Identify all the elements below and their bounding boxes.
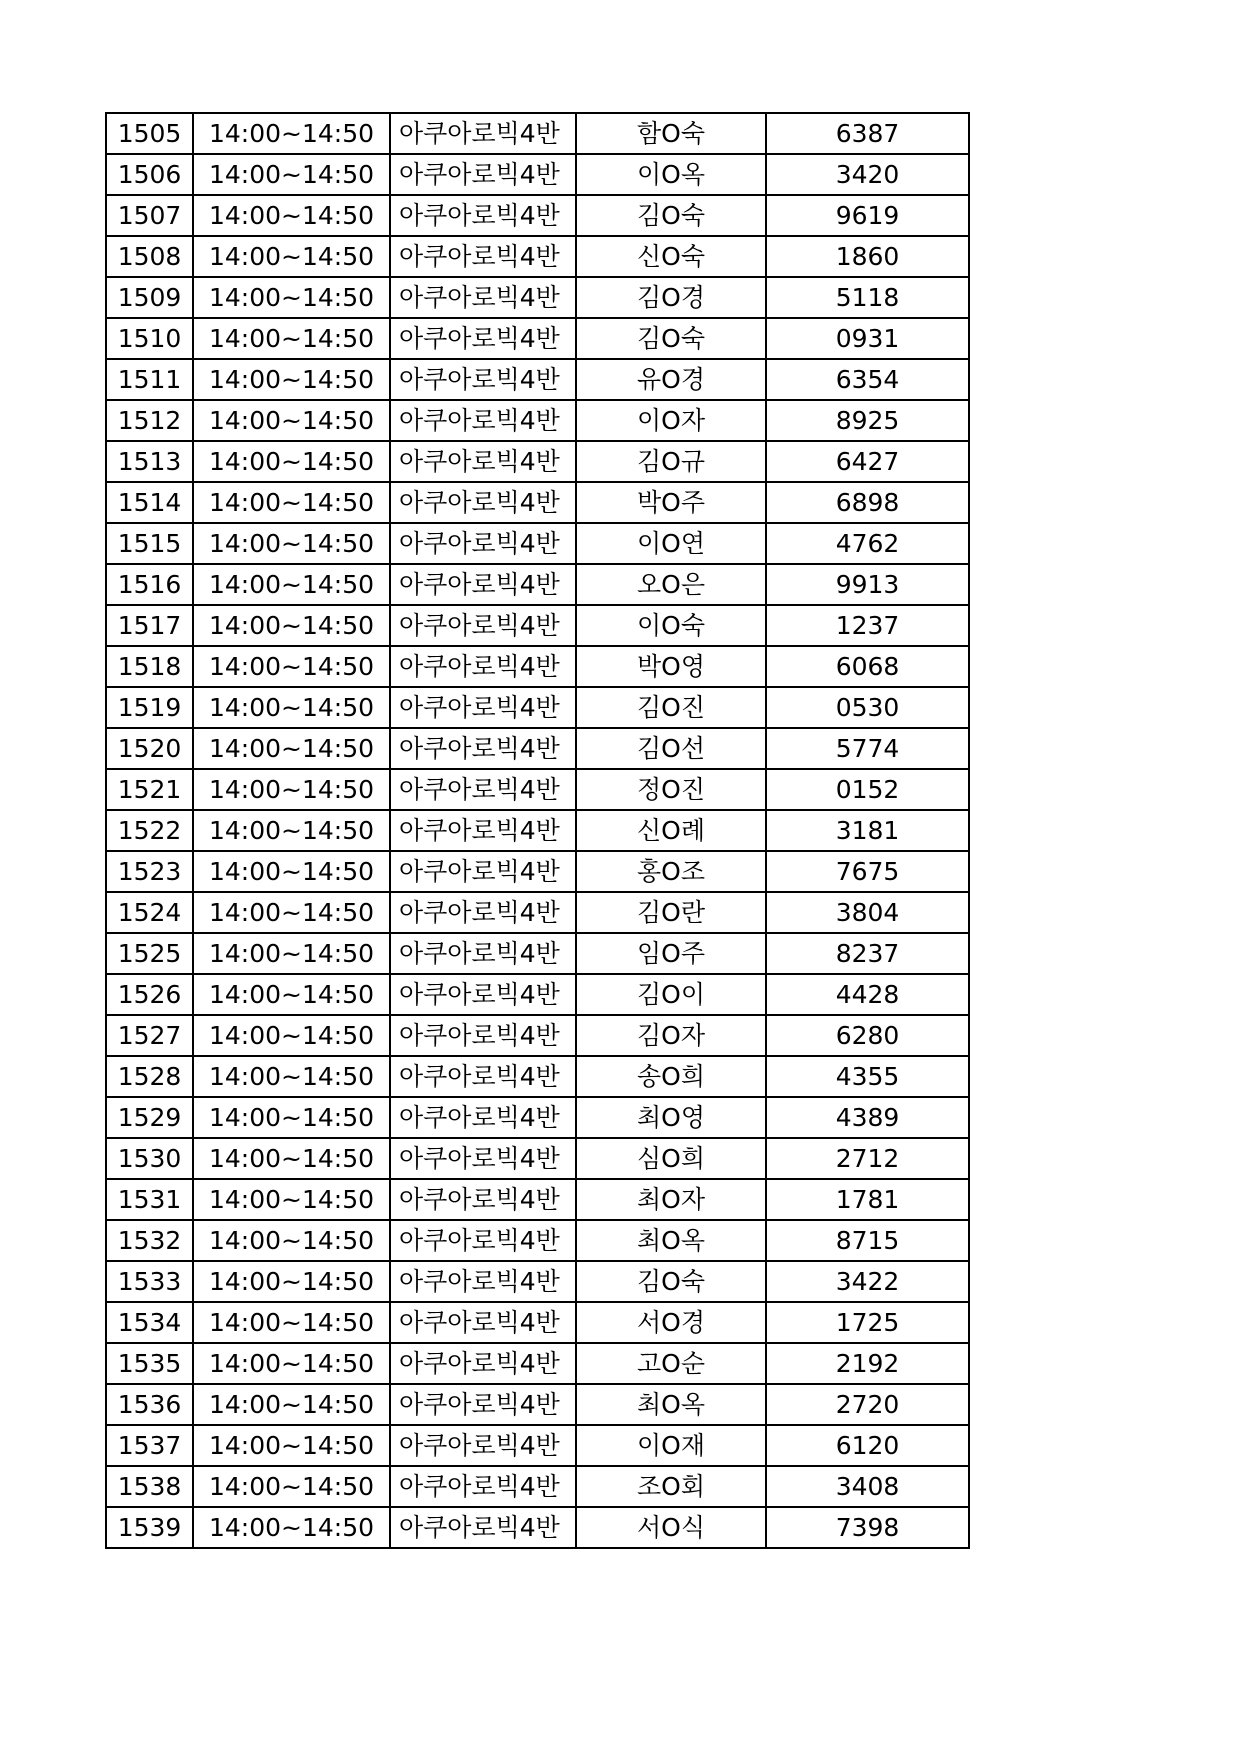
phone-suffix-cell: 3408 — [766, 1466, 969, 1507]
phone-suffix-cell: 1237 — [766, 605, 969, 646]
phone-suffix-cell: 6898 — [766, 482, 969, 523]
table-row — [106, 1384, 969, 1425]
phone-suffix-cell: 8925 — [766, 400, 969, 441]
class-name-cell: 아쿠아로빅4반 — [390, 974, 576, 1015]
phone-suffix-cell: 7675 — [766, 851, 969, 892]
class-time-cell: 14:00~14:50 — [193, 1056, 390, 1097]
member-name-cell: 서O식 — [576, 1507, 766, 1548]
member-name-cell: 조O회 — [576, 1466, 766, 1507]
class-name-cell: 아쿠아로빅4반 — [390, 1179, 576, 1220]
phone-suffix-cell: 4355 — [766, 1056, 969, 1097]
class-time-cell: 14:00~14:50 — [193, 236, 390, 277]
phone-suffix-cell: 1781 — [766, 1179, 969, 1220]
table-row — [106, 1261, 969, 1302]
class-time-cell: 14:00~14:50 — [193, 769, 390, 810]
registration-number-cell: 1538 — [106, 1466, 193, 1507]
table-row — [106, 195, 969, 236]
registration-number-cell: 1529 — [106, 1097, 193, 1138]
class-time-cell: 14:00~14:50 — [193, 892, 390, 933]
registration-number-cell: 1505 — [106, 113, 193, 154]
registration-number-cell: 1536 — [106, 1384, 193, 1425]
registration-number-cell: 1535 — [106, 1343, 193, 1384]
table-row — [106, 1343, 969, 1384]
class-time-cell: 14:00~14:50 — [193, 277, 390, 318]
member-name-cell: 김O경 — [576, 277, 766, 318]
class-time-cell: 14:00~14:50 — [193, 687, 390, 728]
member-name-cell: 임O주 — [576, 933, 766, 974]
member-name-cell: 최O옥 — [576, 1220, 766, 1261]
table-row — [106, 892, 969, 933]
class-name-cell: 아쿠아로빅4반 — [390, 277, 576, 318]
phone-suffix-cell: 5774 — [766, 728, 969, 769]
member-name-cell: 이O옥 — [576, 154, 766, 195]
table-row — [106, 851, 969, 892]
phone-suffix-cell: 2192 — [766, 1343, 969, 1384]
class-time-cell: 14:00~14:50 — [193, 195, 390, 236]
class-name-cell: 아쿠아로빅4반 — [390, 236, 576, 277]
registration-number-cell: 1526 — [106, 974, 193, 1015]
class-name-cell: 아쿠아로빅4반 — [390, 482, 576, 523]
class-time-cell: 14:00~14:50 — [193, 1138, 390, 1179]
class-time-cell: 14:00~14:50 — [193, 851, 390, 892]
member-name-cell: 홍O조 — [576, 851, 766, 892]
table-row — [106, 236, 969, 277]
member-name-cell: 김O숙 — [576, 1261, 766, 1302]
table-row — [106, 1302, 969, 1343]
member-name-cell: 이O재 — [576, 1425, 766, 1466]
class-time-cell: 14:00~14:50 — [193, 1384, 390, 1425]
class-name-cell: 아쿠아로빅4반 — [390, 605, 576, 646]
phone-suffix-cell: 8715 — [766, 1220, 969, 1261]
table-row — [106, 359, 969, 400]
class-name-cell: 아쿠아로빅4반 — [390, 728, 576, 769]
registration-number-cell: 1507 — [106, 195, 193, 236]
member-name-cell: 박O주 — [576, 482, 766, 523]
class-time-cell: 14:00~14:50 — [193, 605, 390, 646]
registration-number-cell: 1530 — [106, 1138, 193, 1179]
class-name-cell: 아쿠아로빅4반 — [390, 1384, 576, 1425]
member-name-cell: 김O숙 — [576, 318, 766, 359]
registration-table — [105, 112, 970, 1549]
phone-suffix-cell: 1725 — [766, 1302, 969, 1343]
member-name-cell: 이O연 — [576, 523, 766, 564]
phone-suffix-cell: 6068 — [766, 646, 969, 687]
class-name-cell: 아쿠아로빅4반 — [390, 1425, 576, 1466]
table-row — [106, 728, 969, 769]
phone-suffix-cell: 1860 — [766, 236, 969, 277]
class-time-cell: 14:00~14:50 — [193, 1097, 390, 1138]
phone-suffix-cell: 0931 — [766, 318, 969, 359]
class-time-cell: 14:00~14:50 — [193, 1220, 390, 1261]
class-name-cell: 아쿠아로빅4반 — [390, 359, 576, 400]
registration-number-cell: 1524 — [106, 892, 193, 933]
phone-suffix-cell: 3804 — [766, 892, 969, 933]
phone-suffix-cell: 6354 — [766, 359, 969, 400]
table-row — [106, 113, 969, 154]
class-name-cell: 아쿠아로빅4반 — [390, 1220, 576, 1261]
class-name-cell: 아쿠아로빅4반 — [390, 1261, 576, 1302]
class-name-cell: 아쿠아로빅4반 — [390, 1302, 576, 1343]
member-name-cell: 신O례 — [576, 810, 766, 851]
class-time-cell: 14:00~14:50 — [193, 1343, 390, 1384]
class-name-cell: 아쿠아로빅4반 — [390, 1138, 576, 1179]
member-name-cell: 김O선 — [576, 728, 766, 769]
class-time-cell: 14:00~14:50 — [193, 318, 390, 359]
class-name-cell: 아쿠아로빅4반 — [390, 564, 576, 605]
class-name-cell: 아쿠아로빅4반 — [390, 154, 576, 195]
registration-number-cell: 1528 — [106, 1056, 193, 1097]
registration-number-cell: 1506 — [106, 154, 193, 195]
class-time-cell: 14:00~14:50 — [193, 974, 390, 1015]
member-name-cell: 김O이 — [576, 974, 766, 1015]
table-row — [106, 933, 969, 974]
table-row — [106, 1220, 969, 1261]
phone-suffix-cell: 5118 — [766, 277, 969, 318]
class-name-cell: 아쿠아로빅4반 — [390, 113, 576, 154]
registration-number-cell: 1518 — [106, 646, 193, 687]
table-row — [106, 318, 969, 359]
table-row — [106, 1138, 969, 1179]
table-row — [106, 277, 969, 318]
phone-suffix-cell: 0530 — [766, 687, 969, 728]
class-time-cell: 14:00~14:50 — [193, 1425, 390, 1466]
class-time-cell: 14:00~14:50 — [193, 359, 390, 400]
table-row — [106, 1507, 969, 1548]
phone-suffix-cell: 3420 — [766, 154, 969, 195]
class-name-cell: 아쿠아로빅4반 — [390, 1507, 576, 1548]
table-row — [106, 564, 969, 605]
registration-number-cell: 1510 — [106, 318, 193, 359]
table-row — [106, 974, 969, 1015]
member-name-cell: 김O진 — [576, 687, 766, 728]
class-time-cell: 14:00~14:50 — [193, 564, 390, 605]
class-name-cell: 아쿠아로빅4반 — [390, 687, 576, 728]
member-name-cell: 오O은 — [576, 564, 766, 605]
table-row — [106, 687, 969, 728]
member-name-cell: 정O진 — [576, 769, 766, 810]
phone-suffix-cell: 8237 — [766, 933, 969, 974]
class-time-cell: 14:00~14:50 — [193, 1179, 390, 1220]
registration-number-cell: 1519 — [106, 687, 193, 728]
table-row — [106, 1179, 969, 1220]
registration-number-cell: 1539 — [106, 1507, 193, 1548]
member-name-cell: 송O희 — [576, 1056, 766, 1097]
member-name-cell: 유O경 — [576, 359, 766, 400]
member-name-cell: 서O경 — [576, 1302, 766, 1343]
registration-table-body — [106, 113, 969, 1548]
phone-suffix-cell: 9619 — [766, 195, 969, 236]
class-name-cell: 아쿠아로빅4반 — [390, 318, 576, 359]
member-name-cell: 신O숙 — [576, 236, 766, 277]
registration-number-cell: 1527 — [106, 1015, 193, 1056]
phone-suffix-cell: 6427 — [766, 441, 969, 482]
class-name-cell: 아쿠아로빅4반 — [390, 400, 576, 441]
member-name-cell: 김O자 — [576, 1015, 766, 1056]
member-name-cell: 최O옥 — [576, 1384, 766, 1425]
table-row — [106, 400, 969, 441]
class-name-cell: 아쿠아로빅4반 — [390, 441, 576, 482]
phone-suffix-cell: 4762 — [766, 523, 969, 564]
registration-number-cell: 1521 — [106, 769, 193, 810]
class-name-cell: 아쿠아로빅4반 — [390, 195, 576, 236]
member-name-cell: 고O순 — [576, 1343, 766, 1384]
class-time-cell: 14:00~14:50 — [193, 1507, 390, 1548]
table-row — [106, 441, 969, 482]
table-row — [106, 523, 969, 564]
class-time-cell: 14:00~14:50 — [193, 400, 390, 441]
table-row — [106, 154, 969, 195]
class-time-cell: 14:00~14:50 — [193, 1261, 390, 1302]
table-row — [106, 810, 969, 851]
class-name-cell: 아쿠아로빅4반 — [390, 1343, 576, 1384]
registration-number-cell: 1509 — [106, 277, 193, 318]
class-name-cell: 아쿠아로빅4반 — [390, 646, 576, 687]
class-time-cell: 14:00~14:50 — [193, 523, 390, 564]
class-time-cell: 14:00~14:50 — [193, 646, 390, 687]
table-row — [106, 605, 969, 646]
registration-number-cell: 1522 — [106, 810, 193, 851]
class-name-cell: 아쿠아로빅4반 — [390, 769, 576, 810]
registration-number-cell: 1511 — [106, 359, 193, 400]
registration-number-cell: 1513 — [106, 441, 193, 482]
member-name-cell: 최O자 — [576, 1179, 766, 1220]
member-name-cell: 박O영 — [576, 646, 766, 687]
class-name-cell: 아쿠아로빅4반 — [390, 933, 576, 974]
registration-number-cell: 1516 — [106, 564, 193, 605]
phone-suffix-cell: 4389 — [766, 1097, 969, 1138]
class-time-cell: 14:00~14:50 — [193, 1466, 390, 1507]
registration-number-cell: 1508 — [106, 236, 193, 277]
registration-number-cell: 1514 — [106, 482, 193, 523]
table-row — [106, 1425, 969, 1466]
class-time-cell: 14:00~14:50 — [193, 154, 390, 195]
phone-suffix-cell: 9913 — [766, 564, 969, 605]
registration-number-cell: 1520 — [106, 728, 193, 769]
class-time-cell: 14:00~14:50 — [193, 482, 390, 523]
class-name-cell: 아쿠아로빅4반 — [390, 1056, 576, 1097]
member-name-cell: 김O규 — [576, 441, 766, 482]
class-time-cell: 14:00~14:50 — [193, 113, 390, 154]
table-row — [106, 646, 969, 687]
class-name-cell: 아쿠아로빅4반 — [390, 1097, 576, 1138]
phone-suffix-cell: 7398 — [766, 1507, 969, 1548]
table-row — [106, 1466, 969, 1507]
registration-number-cell: 1531 — [106, 1179, 193, 1220]
class-time-cell: 14:00~14:50 — [193, 728, 390, 769]
phone-suffix-cell: 3181 — [766, 810, 969, 851]
registration-number-cell: 1533 — [106, 1261, 193, 1302]
class-time-cell: 14:00~14:50 — [193, 441, 390, 482]
table-row — [106, 1015, 969, 1056]
registration-number-cell: 1515 — [106, 523, 193, 564]
class-time-cell: 14:00~14:50 — [193, 810, 390, 851]
class-time-cell: 14:00~14:50 — [193, 1302, 390, 1343]
class-time-cell: 14:00~14:50 — [193, 1015, 390, 1056]
table-row — [106, 482, 969, 523]
registration-number-cell: 1523 — [106, 851, 193, 892]
registration-number-cell: 1517 — [106, 605, 193, 646]
class-time-cell: 14:00~14:50 — [193, 933, 390, 974]
phone-suffix-cell: 6387 — [766, 113, 969, 154]
registration-number-cell: 1532 — [106, 1220, 193, 1261]
phone-suffix-cell: 6280 — [766, 1015, 969, 1056]
member-name-cell: 심O희 — [576, 1138, 766, 1179]
class-name-cell: 아쿠아로빅4반 — [390, 892, 576, 933]
phone-suffix-cell: 2712 — [766, 1138, 969, 1179]
member-name-cell: 이O자 — [576, 400, 766, 441]
phone-suffix-cell: 0152 — [766, 769, 969, 810]
registration-number-cell: 1525 — [106, 933, 193, 974]
phone-suffix-cell: 6120 — [766, 1425, 969, 1466]
member-name-cell: 김O란 — [576, 892, 766, 933]
class-name-cell: 아쿠아로빅4반 — [390, 523, 576, 564]
class-name-cell: 아쿠아로빅4반 — [390, 1015, 576, 1056]
member-name-cell: 이O숙 — [576, 605, 766, 646]
table-row — [106, 1056, 969, 1097]
member-name-cell: 최O영 — [576, 1097, 766, 1138]
class-name-cell: 아쿠아로빅4반 — [390, 851, 576, 892]
class-name-cell: 아쿠아로빅4반 — [390, 1466, 576, 1507]
registration-number-cell: 1512 — [106, 400, 193, 441]
registration-number-cell: 1537 — [106, 1425, 193, 1466]
phone-suffix-cell: 4428 — [766, 974, 969, 1015]
member-name-cell: 함O숙 — [576, 113, 766, 154]
member-name-cell: 김O숙 — [576, 195, 766, 236]
table-row — [106, 1097, 969, 1138]
table-row — [106, 769, 969, 810]
phone-suffix-cell: 3422 — [766, 1261, 969, 1302]
class-name-cell: 아쿠아로빅4반 — [390, 810, 576, 851]
registration-number-cell: 1534 — [106, 1302, 193, 1343]
phone-suffix-cell: 2720 — [766, 1384, 969, 1425]
